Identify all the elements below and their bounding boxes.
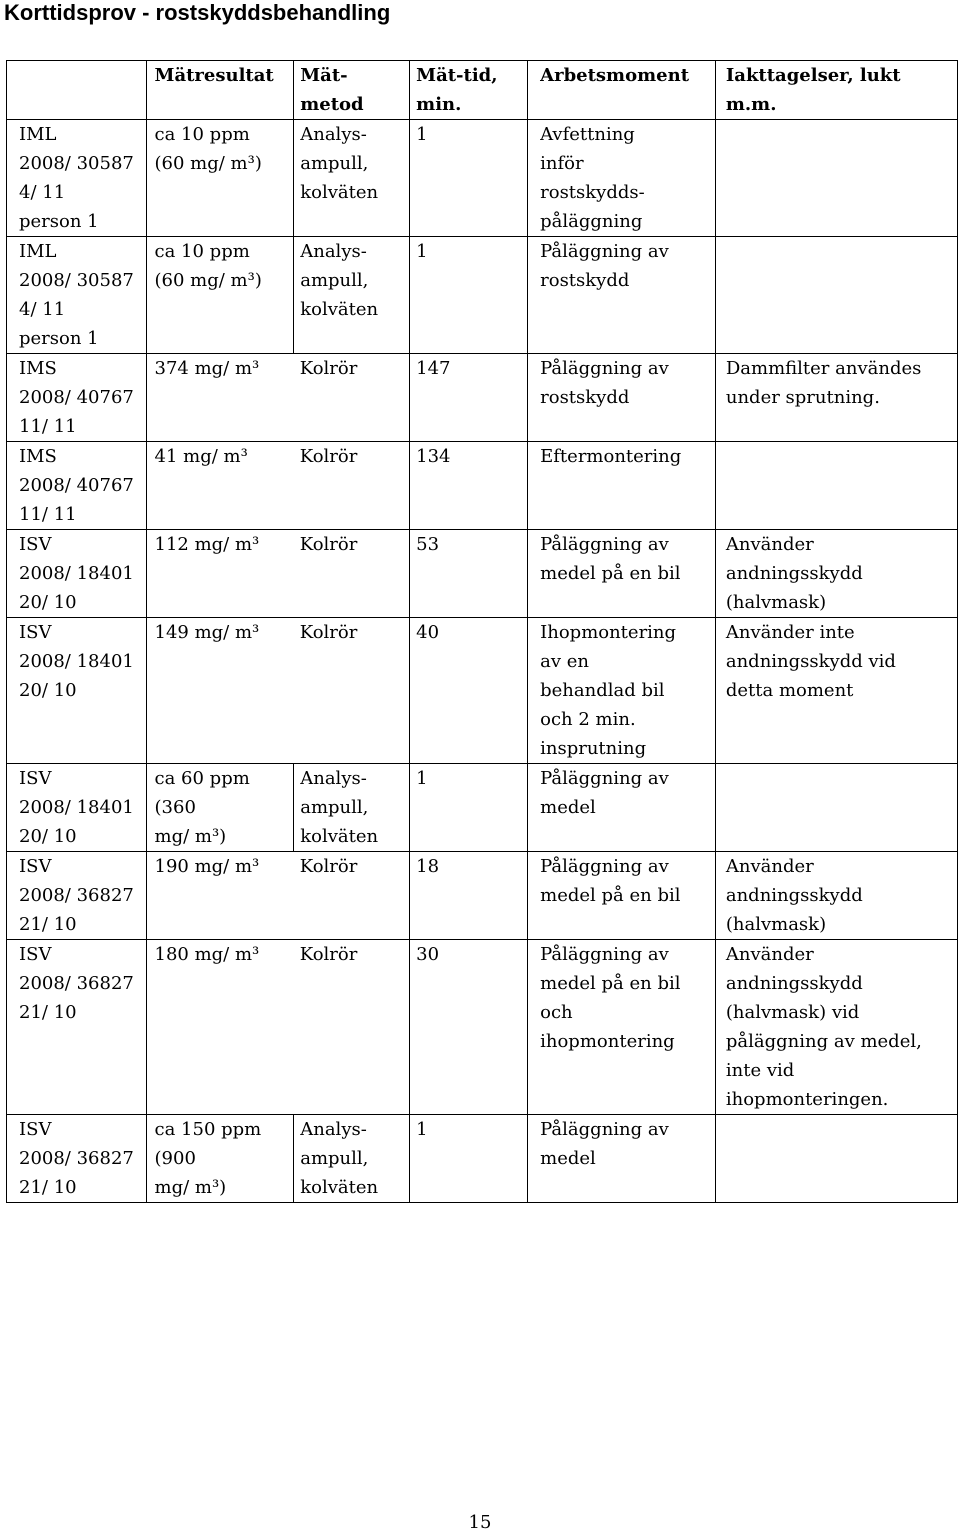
cell-observation-line: Använder [725, 944, 814, 965]
cell-time: 18 [410, 852, 528, 940]
cell-time: 53 [410, 530, 528, 618]
cell-id-line: 20/ 10 [19, 680, 77, 701]
cell-task-line: Avfettning [540, 124, 635, 145]
cell-task [528, 237, 716, 354]
header-iakttagelser-line: m.m. [725, 94, 777, 115]
cell-id-line: 2008/ 36827 [19, 885, 134, 906]
cell-id [7, 354, 147, 442]
cell-result-line: 149 mg/ m³ [154, 622, 260, 643]
table-row [7, 354, 958, 442]
cell-observation-line: Använder [725, 534, 814, 555]
cell-method-line: ampull, [300, 797, 369, 818]
header-mattid [410, 61, 528, 120]
header-matresultat: Mätresultat [146, 61, 294, 120]
cell-id-line: 11/ 11 [19, 416, 77, 437]
cell-id-line: 2008/ 40767 [19, 475, 134, 496]
cell-id-line: IMS [19, 446, 57, 467]
cell-id [7, 764, 147, 852]
cell-task-line: och [540, 1002, 573, 1023]
cell-result-line: 190 mg/ m³ [154, 856, 260, 877]
header-row [7, 61, 958, 120]
cell-result [146, 354, 294, 442]
cell-task-line: rostskydd [540, 270, 630, 291]
cell-result-line: ca 60 ppm [154, 768, 250, 789]
cell-method-line: kolväten [300, 826, 379, 847]
cell-result-line: 374 mg/ m³ [154, 358, 260, 379]
cell-observation-line: Använder inte [725, 622, 855, 643]
cell-id-line: 2008/ 18401 [19, 563, 134, 584]
cell-result [146, 237, 294, 354]
header-mattid-line: min. [416, 94, 462, 115]
cell-task-line: medel på en bil [540, 973, 681, 994]
cell-task [528, 1115, 716, 1203]
cell-time: 1 [410, 237, 528, 354]
page-title: Korttidsprov - rostskyddsbehandling [4, 0, 391, 25]
cell-id-line: ISV [19, 944, 52, 965]
header-mattid-line: Mät-tid, [416, 65, 498, 86]
cell-id-line: 20/ 10 [19, 826, 77, 847]
cell-time: 1 [410, 764, 528, 852]
cell-observation-line: Använder [725, 856, 814, 877]
cell-id-line: ISV [19, 534, 52, 555]
table-row [7, 442, 958, 530]
cell-id [7, 852, 147, 940]
cell-method [294, 1115, 410, 1203]
cell-id-line: 2008/ 36827 [19, 1148, 134, 1169]
cell-id-line: 2008/ 18401 [19, 651, 134, 672]
cell-id-line: 4/ 11 [19, 182, 66, 203]
cell-id-line: 21/ 10 [19, 914, 77, 935]
cell-observation [715, 940, 957, 1115]
cell-task-line: Påläggning av [540, 534, 669, 555]
cell-task-line: Påläggning av [540, 241, 669, 262]
cell-method-line: ampull, [300, 270, 369, 291]
cell-observation-line: andningsskydd [725, 563, 863, 584]
cell-id-line: 2008/ 36827 [19, 973, 134, 994]
cell-id-line: 21/ 10 [19, 1177, 77, 1198]
cell-observation-line: under sprutning. [725, 387, 880, 408]
cell-task-line: och 2 min. [540, 709, 636, 730]
cell-method [294, 940, 410, 1115]
cell-result [146, 940, 294, 1115]
cell-id [7, 618, 147, 764]
table-row [7, 618, 958, 764]
cell-method [294, 354, 410, 442]
cell-result-line: (360 [154, 797, 196, 818]
cell-result-line: ca 150 ppm [154, 1119, 262, 1140]
table-row [7, 530, 958, 618]
cell-method [294, 618, 410, 764]
cell-id-line: 2008/ 30587 [19, 153, 134, 174]
cell-observation [715, 852, 957, 940]
cell-id-line: IMS [19, 358, 57, 379]
cell-method [294, 530, 410, 618]
page-number: 15 [468, 1512, 492, 1533]
table-row [7, 764, 958, 852]
cell-task [528, 530, 716, 618]
cell-task-line: påläggning [540, 211, 643, 232]
cell-result [146, 618, 294, 764]
cell-result-line: mg/ m³) [154, 826, 227, 847]
cell-result-line: (60 mg/ m³) [154, 153, 262, 174]
cell-task-line: rostskydd [540, 387, 630, 408]
cell-observation-line: ihopmonteringen. [725, 1089, 889, 1110]
cell-id-line: 2008/ 30587 [19, 270, 134, 291]
cell-time: 134 [410, 442, 528, 530]
cell-observation [715, 618, 957, 764]
header-matmetod-line: metod [300, 94, 364, 115]
cell-result [146, 442, 294, 530]
cell-result-line: ca 10 ppm [154, 124, 250, 145]
cell-id-line: ISV [19, 1119, 52, 1140]
cell-observation [715, 1115, 957, 1203]
cell-task [528, 852, 716, 940]
cell-id-line: IML [19, 124, 57, 145]
cell-observation [715, 120, 957, 237]
cell-id-line: person 1 [19, 328, 99, 349]
header-arbetsmoment: Arbetsmoment [528, 61, 716, 120]
cell-id-line: ISV [19, 768, 52, 789]
cell-task [528, 120, 716, 237]
cell-result [146, 530, 294, 618]
measurement-table [6, 60, 958, 1203]
cell-method-line: Kolrör [299, 944, 358, 965]
cell-time: 30 [410, 940, 528, 1115]
cell-observation-line: andningsskydd [725, 973, 863, 994]
header-matmetod-line: Mät- [300, 65, 348, 86]
cell-task-line: Påläggning av [540, 944, 669, 965]
cell-task-line: inför [540, 153, 584, 174]
cell-result-line: 112 mg/ m³ [154, 534, 260, 555]
cell-method-line: Analys- [300, 241, 367, 262]
cell-method-line: Kolrör [299, 856, 358, 877]
cell-method-line: Analys- [300, 768, 367, 789]
cell-task-line: medel [540, 1148, 596, 1169]
cell-method [294, 120, 410, 237]
cell-task [528, 354, 716, 442]
cell-result-line: 41 mg/ m³ [154, 446, 248, 467]
cell-method-line: Analys- [300, 124, 367, 145]
cell-method [294, 442, 410, 530]
cell-observation-line: andningsskydd vid [725, 651, 896, 672]
cell-id-line: 21/ 10 [19, 1002, 77, 1023]
cell-result-line: (900 [154, 1148, 196, 1169]
cell-id-line: 20/ 10 [19, 592, 77, 613]
cell-method [294, 237, 410, 354]
cell-id-line: person 1 [19, 211, 99, 232]
cell-observation-line: påläggning av medel, [725, 1031, 922, 1052]
cell-method-line: Kolrör [299, 622, 358, 643]
cell-method-line: kolväten [300, 1177, 379, 1198]
cell-task-line: Ihopmontering [540, 622, 677, 643]
cell-observation-line: (halvmask) vid [725, 1002, 860, 1023]
cell-task-line: medel på en bil [540, 563, 681, 584]
cell-task-line: Påläggning av [540, 768, 669, 789]
header-iakttagelser-line: Iakttagelser, lukt [725, 65, 901, 86]
header-matmetod [294, 61, 410, 120]
cell-id-line: 11/ 11 [19, 504, 77, 525]
cell-observation-line: (halvmask) [725, 914, 827, 935]
table-row [7, 852, 958, 940]
cell-task-line: medel på en bil [540, 885, 681, 906]
cell-task-line: behandlad bil [540, 680, 665, 701]
cell-observation-line: detta moment [725, 680, 854, 701]
table-row [7, 237, 958, 354]
header-id [7, 61, 147, 120]
cell-time: 147 [410, 354, 528, 442]
cell-task-line: Eftermontering [540, 446, 682, 467]
cell-id [7, 442, 147, 530]
header-iakttagelser [715, 61, 957, 120]
cell-method-line: kolväten [300, 182, 379, 203]
cell-id-line: ISV [19, 856, 52, 877]
cell-task-line: Påläggning av [540, 1119, 669, 1140]
cell-method-line: Kolrör [299, 534, 358, 555]
cell-result [146, 764, 294, 852]
cell-id-line: ISV [19, 622, 52, 643]
cell-result-line: (60 mg/ m³) [154, 270, 262, 291]
cell-task-line: ihopmontering [540, 1031, 675, 1052]
cell-task-line: medel [540, 797, 596, 818]
cell-method-line: ampull, [300, 1148, 369, 1169]
cell-observation [715, 354, 957, 442]
cell-observation [715, 530, 957, 618]
cell-method-line: Kolrör [299, 358, 358, 379]
cell-task [528, 442, 716, 530]
cell-id [7, 940, 147, 1115]
cell-result-line: ca 10 ppm [154, 241, 250, 262]
cell-task [528, 940, 716, 1115]
cell-id-line: 4/ 11 [19, 299, 66, 320]
cell-result-line: 180 mg/ m³ [154, 944, 260, 965]
cell-method-line: ampull, [300, 153, 369, 174]
cell-task-line: Påläggning av [540, 856, 669, 877]
cell-result-line: mg/ m³) [154, 1177, 227, 1198]
cell-time: 1 [410, 120, 528, 237]
cell-observation [715, 764, 957, 852]
cell-id [7, 1115, 147, 1203]
cell-result [146, 852, 294, 940]
cell-time: 40 [410, 618, 528, 764]
cell-task-line: insprutning [540, 738, 647, 759]
cell-method-line: Kolrör [299, 446, 358, 467]
cell-result [146, 120, 294, 237]
cell-observation-line: (halvmask) [725, 592, 827, 613]
cell-observation-line: Dammfilter användes [725, 358, 922, 379]
cell-id [7, 237, 147, 354]
cell-observation-line: inte vid [725, 1060, 795, 1081]
cell-observation-line: andningsskydd [725, 885, 863, 906]
table-row [7, 1115, 958, 1203]
cell-method [294, 764, 410, 852]
cell-method-line: Analys- [300, 1119, 367, 1140]
cell-task-line: rostskydds- [540, 182, 645, 203]
cell-task-line: av en [540, 651, 589, 672]
cell-task [528, 764, 716, 852]
table-row [7, 940, 958, 1115]
cell-observation [715, 237, 957, 354]
cell-id-line: 2008/ 18401 [19, 797, 134, 818]
cell-id-line: 2008/ 40767 [19, 387, 134, 408]
cell-time: 1 [410, 1115, 528, 1203]
cell-task-line: Påläggning av [540, 358, 669, 379]
cell-id [7, 120, 147, 237]
cell-id-line: IML [19, 241, 57, 262]
cell-id [7, 530, 147, 618]
cell-method [294, 852, 410, 940]
cell-observation [715, 442, 957, 530]
cell-result [146, 1115, 294, 1203]
table-row [7, 120, 958, 237]
cell-method-line: kolväten [300, 299, 379, 320]
cell-task [528, 618, 716, 764]
